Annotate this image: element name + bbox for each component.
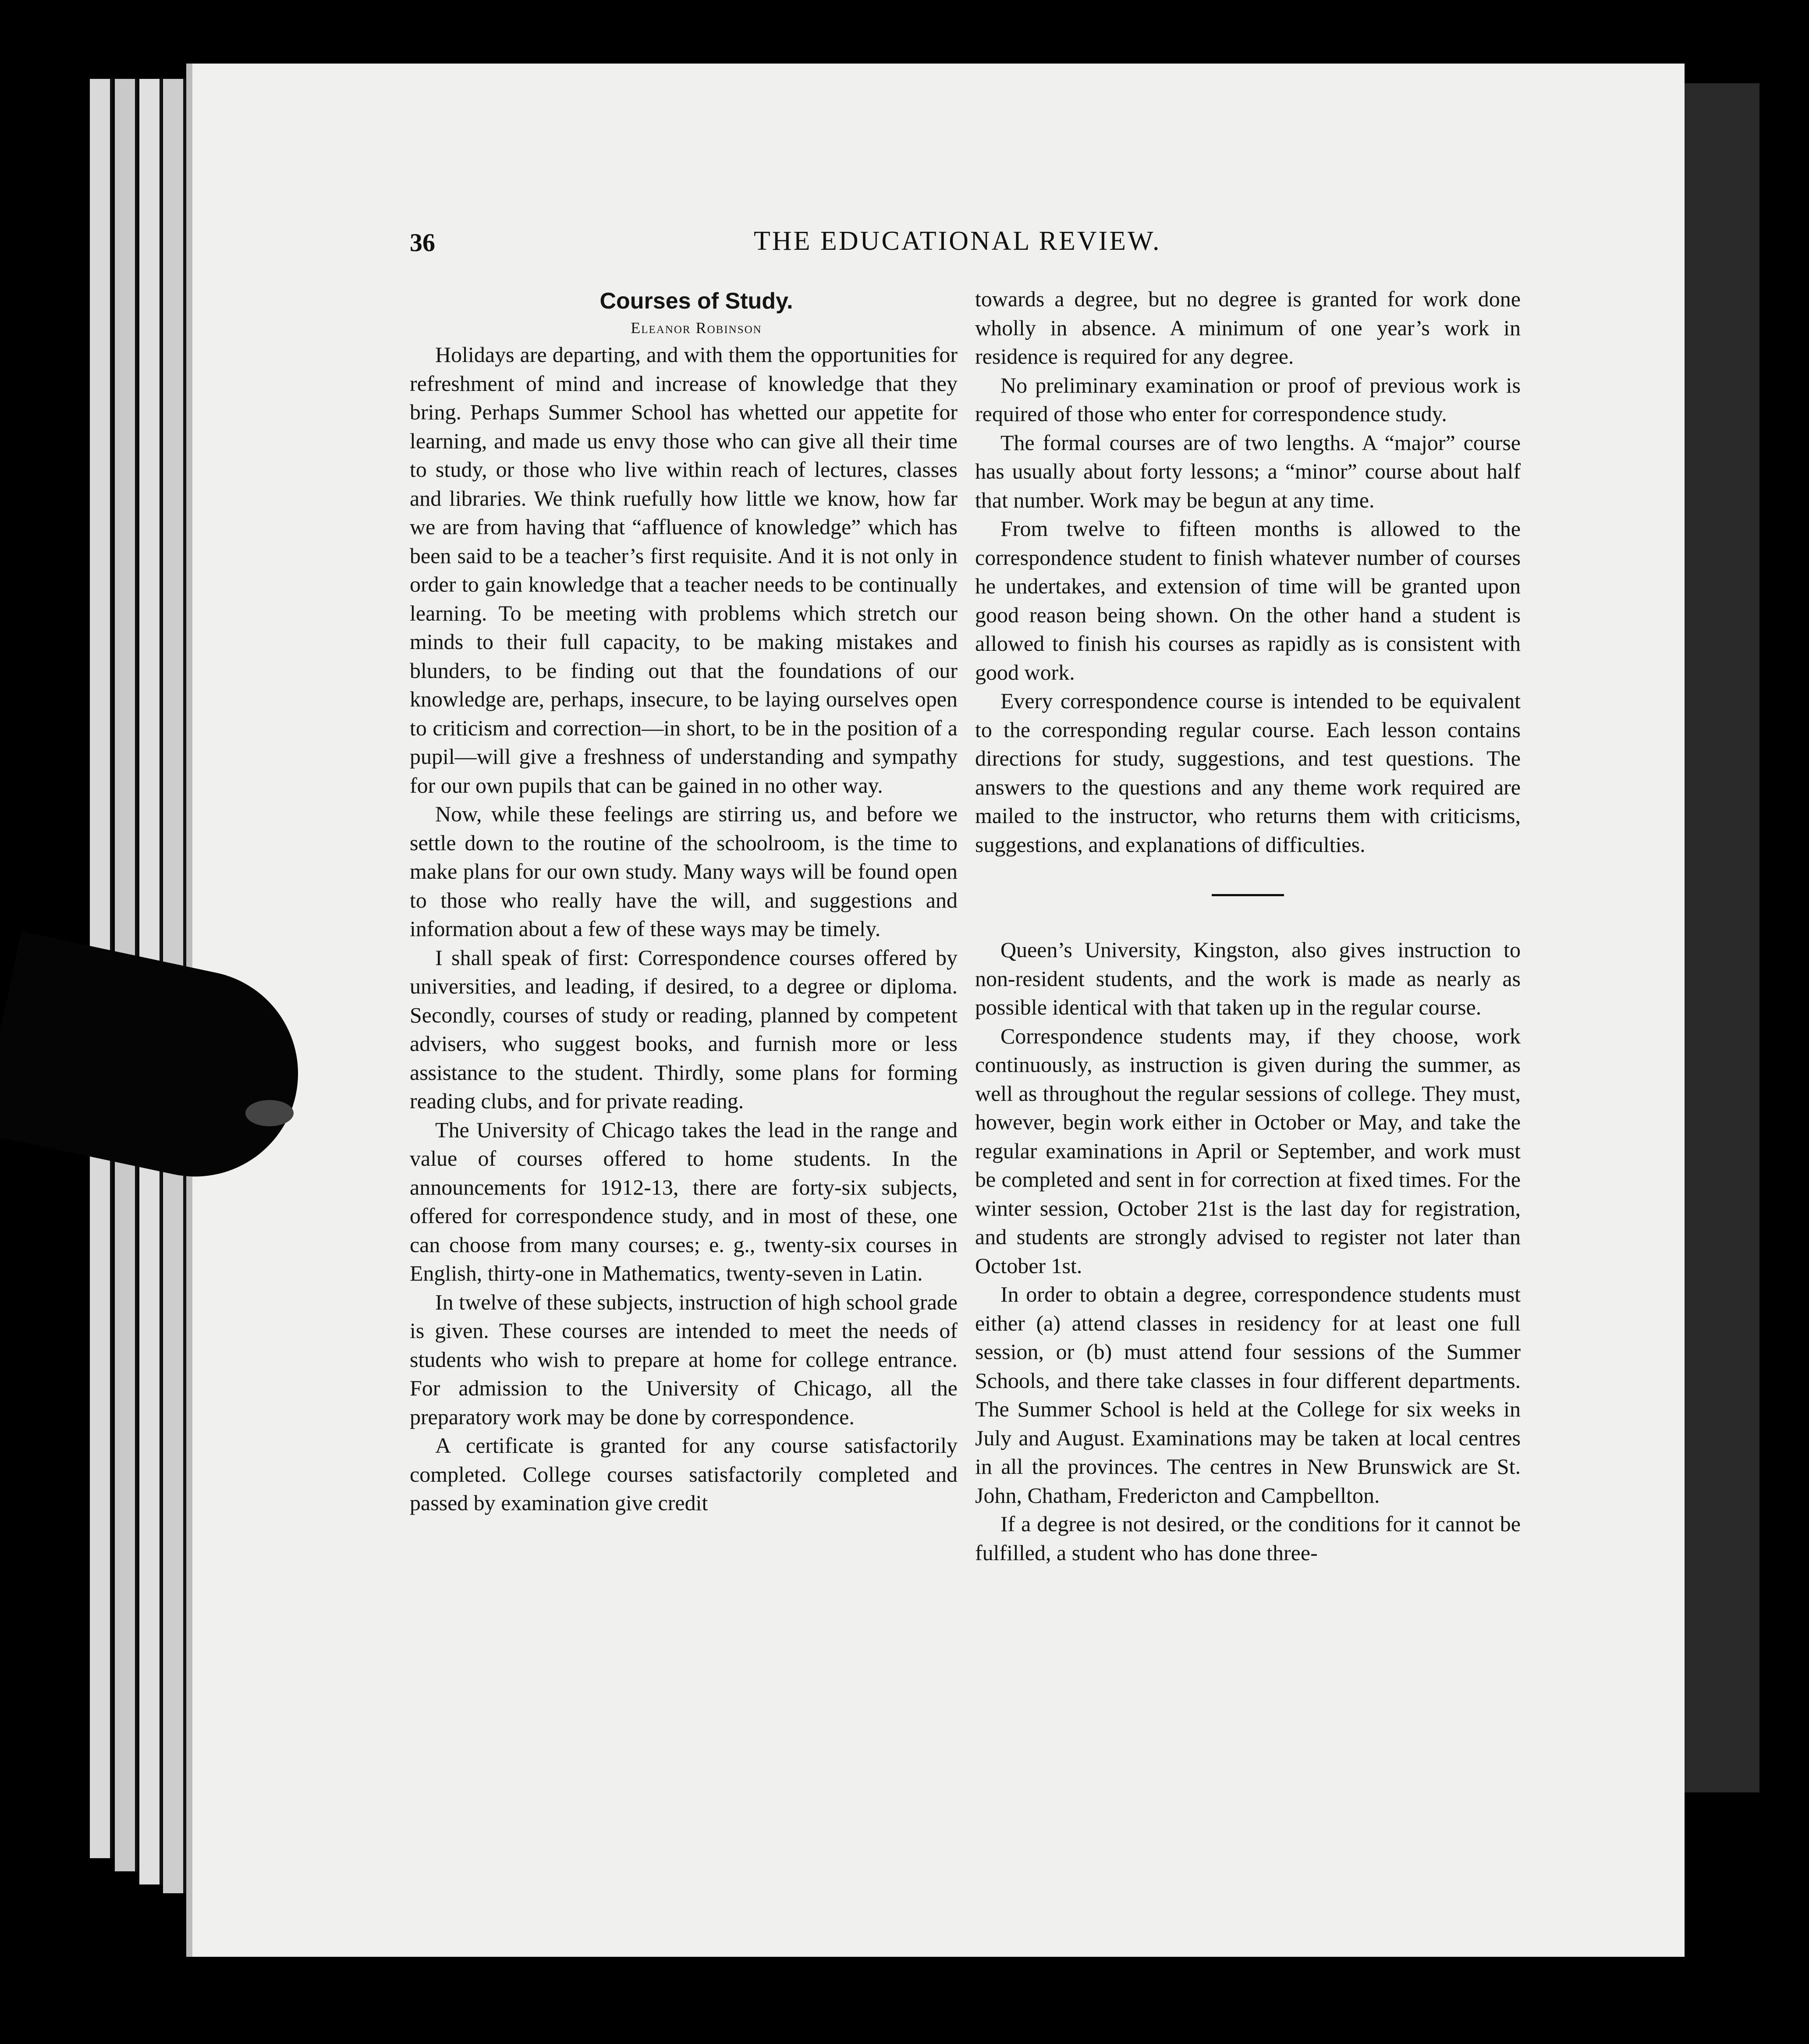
paragraph: In twelve of these subjects, instruction of high school grade is given. These courses are intended to meet the needs of students who wish to prepare at home for college entrance. For admission to the University of Chicago, all the preparatory work may be done by correspondence. [410, 1289, 958, 1429]
paragraph: If a degree is not desired, or the conditions for it cannot be fulfilled, a student who has done three- [975, 1512, 1521, 1565]
article-author: Eleanor Robinson [631, 319, 762, 337]
paragraph: In order to obtain a degree, correspondence students must either (a) attend classes in residency for at least one full session, or (b) must attend four sessions of the Summer Schools, and there take classes in four different departments. The Summer School is held at the College for six weeks in July and August. Examinations may be taken at local centres in all the provinces. The centres in New Brunswick are St. John, Chatham, Fredericton and Campbellton. [975, 1282, 1521, 1508]
facing-page-edge [1681, 83, 1759, 1792]
article-title: Courses of Study. [599, 288, 793, 314]
section-divider [1212, 894, 1284, 896]
paragraph: Every correspondence course is intended to be equivalent to the corresponding regular course. Each lesson contains directions for study, suggestions, and test questions. The answers to the questions and any theme work required are mailed to the instructor, who returns them with criticisms, suggestions, and explanations of difficulties. [975, 688, 1521, 857]
paragraph: From twelve to fifteen months is allowed to the correspondence student to finish whatever number of courses he undertakes, and extension of time will be granted upon good reason being shown. On the other hand a student is allowed to finish his courses as rapidly as is consistent with good work. [975, 516, 1521, 685]
paragraph: A certificate is granted for any course satisfactorily completed. College courses satisfactorily completed and passed by examination give credit [410, 1433, 958, 1515]
right-column [975, 285, 1521, 1567]
paragraph: towards a degree, but no degree is granted for work done wholly in absence. A minimum of one year’s work in residence is required for any degree. [975, 287, 1521, 369]
paragraph: Correspondence students may, if they choose, work continuously, as instruction is given during the summer, as well as throughout the regular sessions of college. They must, however, begin work either in October or May, and take the regular examinations in April or September, and work must be completed and sent in for correction at fixed times. For the winter session, October 21st is the last day for registration, and students are strongly advised to register not later than October 1st. [975, 1023, 1521, 1278]
paragraph: No preliminary examination or proof of previous work is required of those who enter for correspondence study. [975, 373, 1521, 426]
left-column [410, 287, 958, 1518]
paragraph: Holidays are departing, and with them the opportunities for refreshment of mind and increase of knowledge that they bring. Perhaps Summer School has whetted our appetite for learning, and made us envy those who can give all their time to study, or those who live within reach of lectures, classes and libraries. We think ruefully how little we know, how far we are from having that “affluence of knowledge” which has been said to be a teacher’s first requisite. And it is not only in order to gain knowledge that a teacher needs to be continually learning. To be meeting with problems which stretch our minds to their full capacity, to be making mistakes and blunders, to be finding out that the foundations of our knowledge are, perhaps, insecure, to be laying ourselves open to criticism and correction—in short, to be in the position of a pupil—will give a freshness of understanding and sympathy for our own pupils that can be gained in no other way. [410, 342, 958, 798]
paragraph: The University of Chicago takes the lead in the range and value of courses offered to home students. In the announcements for 1912-13, there are forty-six subjects, offered for correspondence study, and in most of these, one can choose from many courses; e. g., twenty-six courses in English, thirty-one in Mathematics, twenty-seven in Latin. [410, 1117, 958, 1285]
paragraph: I shall speak of first: Correspondence courses offered by universities, and leading, if desired, to a degree or diploma. Secondly, courses of study or reading, planned by competent advisers, who suggest books, and furnish more or less assistance to the student. Thirdly, some plans for forming reading clubs, and for private reading. [410, 945, 958, 1113]
page-number: 36 [410, 228, 435, 257]
paragraph: The formal courses are of two lengths. A “major” course has usually about forty lessons; a “minor” course about half that number. Work may be begun at any time. [975, 430, 1521, 512]
running-head: THE EDUCATIONAL REVIEW. [754, 226, 1161, 256]
finger-nail [245, 1100, 294, 1126]
paragraph: Now, while these feelings are stirring us, and before we settle down to the routine of the schoolroom, is the time to make plans for our own study. Many ways will be found open to those who really have the will, and suggestions and information about a few of these ways may be timely. [410, 802, 958, 941]
paragraph: Queen’s University, Kingston, also gives instruction to non-resident students, and the work is made as nearly as possible identical with that taken up in the regular course. [975, 937, 1521, 1019]
